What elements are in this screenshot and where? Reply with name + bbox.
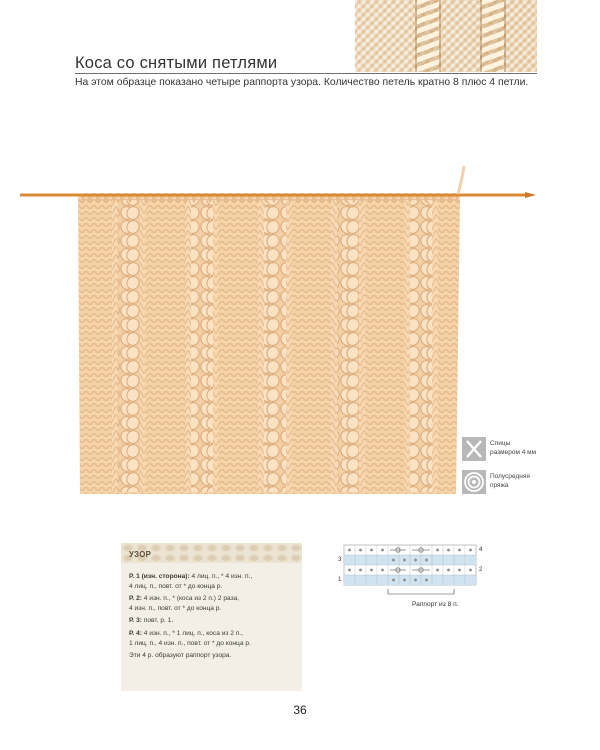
cable-column xyxy=(337,200,359,492)
yarn-label-line2: пряжа xyxy=(490,481,509,489)
chart-row-number: 4 xyxy=(479,547,483,553)
yarn-ball-icon xyxy=(462,470,486,494)
needles-label-line2: размером 4 мм xyxy=(490,448,537,456)
cable-column xyxy=(191,200,213,492)
page-number: 36 xyxy=(293,703,307,717)
pattern-rows xyxy=(129,572,297,664)
corner-swatch-photo xyxy=(355,0,537,72)
chart-row-number: 2 xyxy=(479,567,483,573)
yarn-tail xyxy=(458,166,464,194)
needles-label-line1: Спицы xyxy=(490,440,511,447)
yarn-weight-legend xyxy=(462,470,530,494)
chart-row-number: 1 xyxy=(338,577,342,583)
pattern-row: Р. 2: 4 изн. п., * (коса из 2 п.) 2 раза, 4 изн. п., повт. от * до конца р. xyxy=(129,595,240,612)
page-subtitle: На этом образце показано четыре раппорта узора. Количество петель кратно 8 плюс 4 петли. xyxy=(75,77,529,88)
pattern-heading: УЗОР xyxy=(129,550,152,559)
page-title: Коса со снятыми петлями xyxy=(75,54,278,72)
pattern-note: Эти 4 р. образуют раппорт узора. xyxy=(129,652,232,660)
needle-size-legend xyxy=(462,437,536,461)
pattern-row: Р. 1 (изн. сторона): 4 лиц. п., * 4 изн. п., 4 лиц. п., повт. от * до конца р. xyxy=(129,573,253,590)
stitch-chart xyxy=(334,540,494,620)
yarn-label-line1: Полусредняя xyxy=(490,473,530,480)
cable-texture xyxy=(480,0,506,72)
title-divider xyxy=(75,73,537,74)
pattern-row: Р. 3: повт. р. 1. xyxy=(129,617,174,625)
chart-row-number: 3 xyxy=(338,557,342,563)
cable-column xyxy=(264,200,286,492)
cable-column xyxy=(118,200,140,492)
cable-texture xyxy=(415,0,441,72)
cable-column xyxy=(410,200,432,492)
chart-repeat-label: Раппорт из 8 п. xyxy=(412,601,459,608)
pattern-instructions-box xyxy=(121,543,302,691)
needles-icon xyxy=(462,437,486,461)
pattern-row: Р. 4: 4 изн. п., * 1 лиц. п., коса из 2 п., 1 лиц. п., 4 изн. п., повт. от * до конца р. xyxy=(129,629,251,647)
